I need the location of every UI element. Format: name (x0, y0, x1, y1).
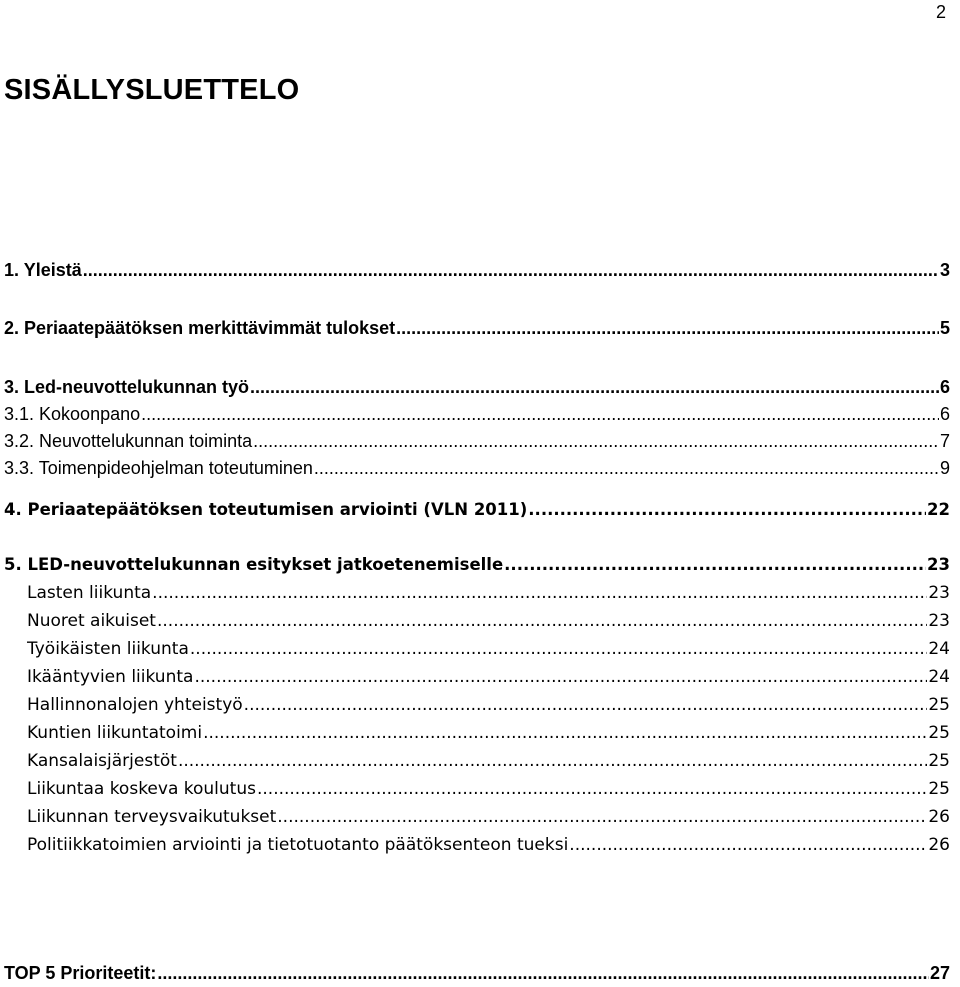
toc-dot-leader (203, 720, 927, 746)
toc-entry-page: 23 (928, 583, 950, 603)
toc-entry-text: 2. Periaatepäätöksen merkittävimmät tulokset (4, 318, 396, 338)
toc-entry-page: 24 (928, 639, 950, 659)
toc-entry-page: 25 (928, 751, 950, 771)
toc-entry-page: 22 (927, 500, 950, 519)
toc-entry-kuntien-liikuntatoimi[interactable] (27, 720, 950, 746)
toc-dot-leader (250, 374, 939, 400)
toc-entry-text: 5. LED-neuvottelukunnan esitykset jatkoetenemiselle (4, 555, 504, 574)
toc-dot-leader (83, 257, 939, 283)
toc-entry-text: Hallinnonalojen yhteistyö (27, 695, 243, 715)
toc-entry-text: Liikunnan terveysvaikutukset (27, 807, 277, 827)
toc-entry-text: Kuntien liikuntatoimi (27, 723, 203, 743)
toc-entry-page: 27 (929, 963, 950, 983)
toc-entry-text: Työikäisten liikunta (27, 639, 189, 659)
toc-dot-leader (141, 401, 939, 427)
toc-entry-page: 24 (928, 667, 950, 687)
toc-entry-ikaantyvien-liikunta[interactable] (27, 664, 950, 690)
toc-entry-page: 23 (928, 611, 950, 631)
toc-entry-text: Politiikkatoimien arviointi ja tietotuotanto päätöksenteon tueksi (27, 835, 569, 855)
toc-entry-page: 6 (939, 377, 950, 397)
toc-entry-page: 26 (928, 807, 950, 827)
toc-entry-kansalaisjarjestot[interactable] (27, 748, 950, 774)
toc-entry-page: 7 (939, 431, 950, 451)
toc-entry-page: 23 (927, 555, 950, 574)
toc-entry-text: 3. Led-neuvottelukunnan työ (4, 377, 250, 397)
page-number: 2 (935, 2, 946, 22)
toc-entry-page: 25 (928, 779, 950, 799)
toc-dot-leader (528, 497, 926, 523)
toc-entry-text: Ikääntyvien liikunta (27, 667, 194, 687)
toc-entry-page: 25 (928, 695, 950, 715)
toc-entry-text: Liikuntaa koskeva koulutus (27, 779, 256, 799)
toc-dot-leader (152, 580, 927, 606)
toc-entry-text: 3.3. Toimenpideohjelman toteutuminen (4, 458, 313, 478)
toc-dot-leader (277, 804, 927, 830)
toc-entry-3-1[interactable] (4, 401, 950, 427)
toc-entry-text: 4. Periaatepäätöksen toteutumisen arviointi (VLN 2011) (4, 500, 528, 519)
toc-entry-1[interactable] (4, 257, 950, 283)
toc-dot-leader (257, 776, 927, 802)
toc-dot-leader (504, 552, 926, 578)
toc-entry-page: 3 (939, 260, 950, 280)
toc-entry-page: 5 (939, 318, 950, 338)
toc-entry-text: 3.1. Kokoonpano (4, 404, 141, 424)
toc-dot-leader (314, 455, 939, 481)
toc-entry-5[interactable] (4, 552, 950, 578)
toc-entry-text: Kansalaisjärjestöt (27, 751, 177, 771)
toc-entry-page: 9 (939, 458, 950, 478)
toc-entry-page: 26 (928, 835, 950, 855)
toc-entry-3-3[interactable] (4, 455, 950, 481)
toc-entry-page: 25 (928, 723, 950, 743)
toc-entry-nuoret-aikuiset[interactable] (27, 608, 950, 634)
toc-entry-lasten-liikunta[interactable] (27, 580, 950, 606)
toc-entry-3[interactable] (4, 374, 950, 400)
toc-dot-leader (194, 664, 927, 690)
toc-title: SISÄLLYSLUETTELO (4, 74, 300, 106)
toc-entry-text: TOP 5 Prioriteetit: (4, 963, 157, 983)
toc-dot-leader (157, 960, 929, 986)
toc-entry-liikuntaa-koskeva-koulutus[interactable] (27, 776, 950, 802)
toc-dot-leader (244, 692, 928, 718)
toc-dot-leader (190, 636, 927, 662)
toc-entry-tyoikaisten-liikunta[interactable] (27, 636, 950, 662)
toc-entry-text: Nuoret aikuiset (27, 611, 156, 631)
toc-entry-hallinnonalojen-yhteistyo[interactable] (27, 692, 950, 718)
toc-entry-2[interactable] (4, 315, 950, 341)
toc-entry-page: 6 (939, 404, 950, 424)
toc-dot-leader (178, 748, 927, 774)
toc-entry-text: Lasten liikunta (27, 583, 152, 603)
toc-entry-3-2[interactable] (4, 428, 950, 454)
toc-entry-4[interactable] (4, 497, 950, 523)
toc-entry-text: 3.2. Neuvottelukunnan toiminta (4, 431, 253, 451)
toc-entry-liikunnan-terveysvaikutukset[interactable] (27, 804, 950, 830)
toc-entry-politiikkatoimien-arviointi[interactable] (27, 832, 950, 858)
toc-dot-leader (253, 428, 939, 454)
toc-dot-leader (157, 608, 927, 634)
toc-entry-top5[interactable] (4, 960, 950, 986)
toc-dot-leader (396, 315, 939, 341)
toc-dot-leader (569, 832, 927, 858)
toc-entry-text: 1. Yleistä (4, 260, 82, 280)
